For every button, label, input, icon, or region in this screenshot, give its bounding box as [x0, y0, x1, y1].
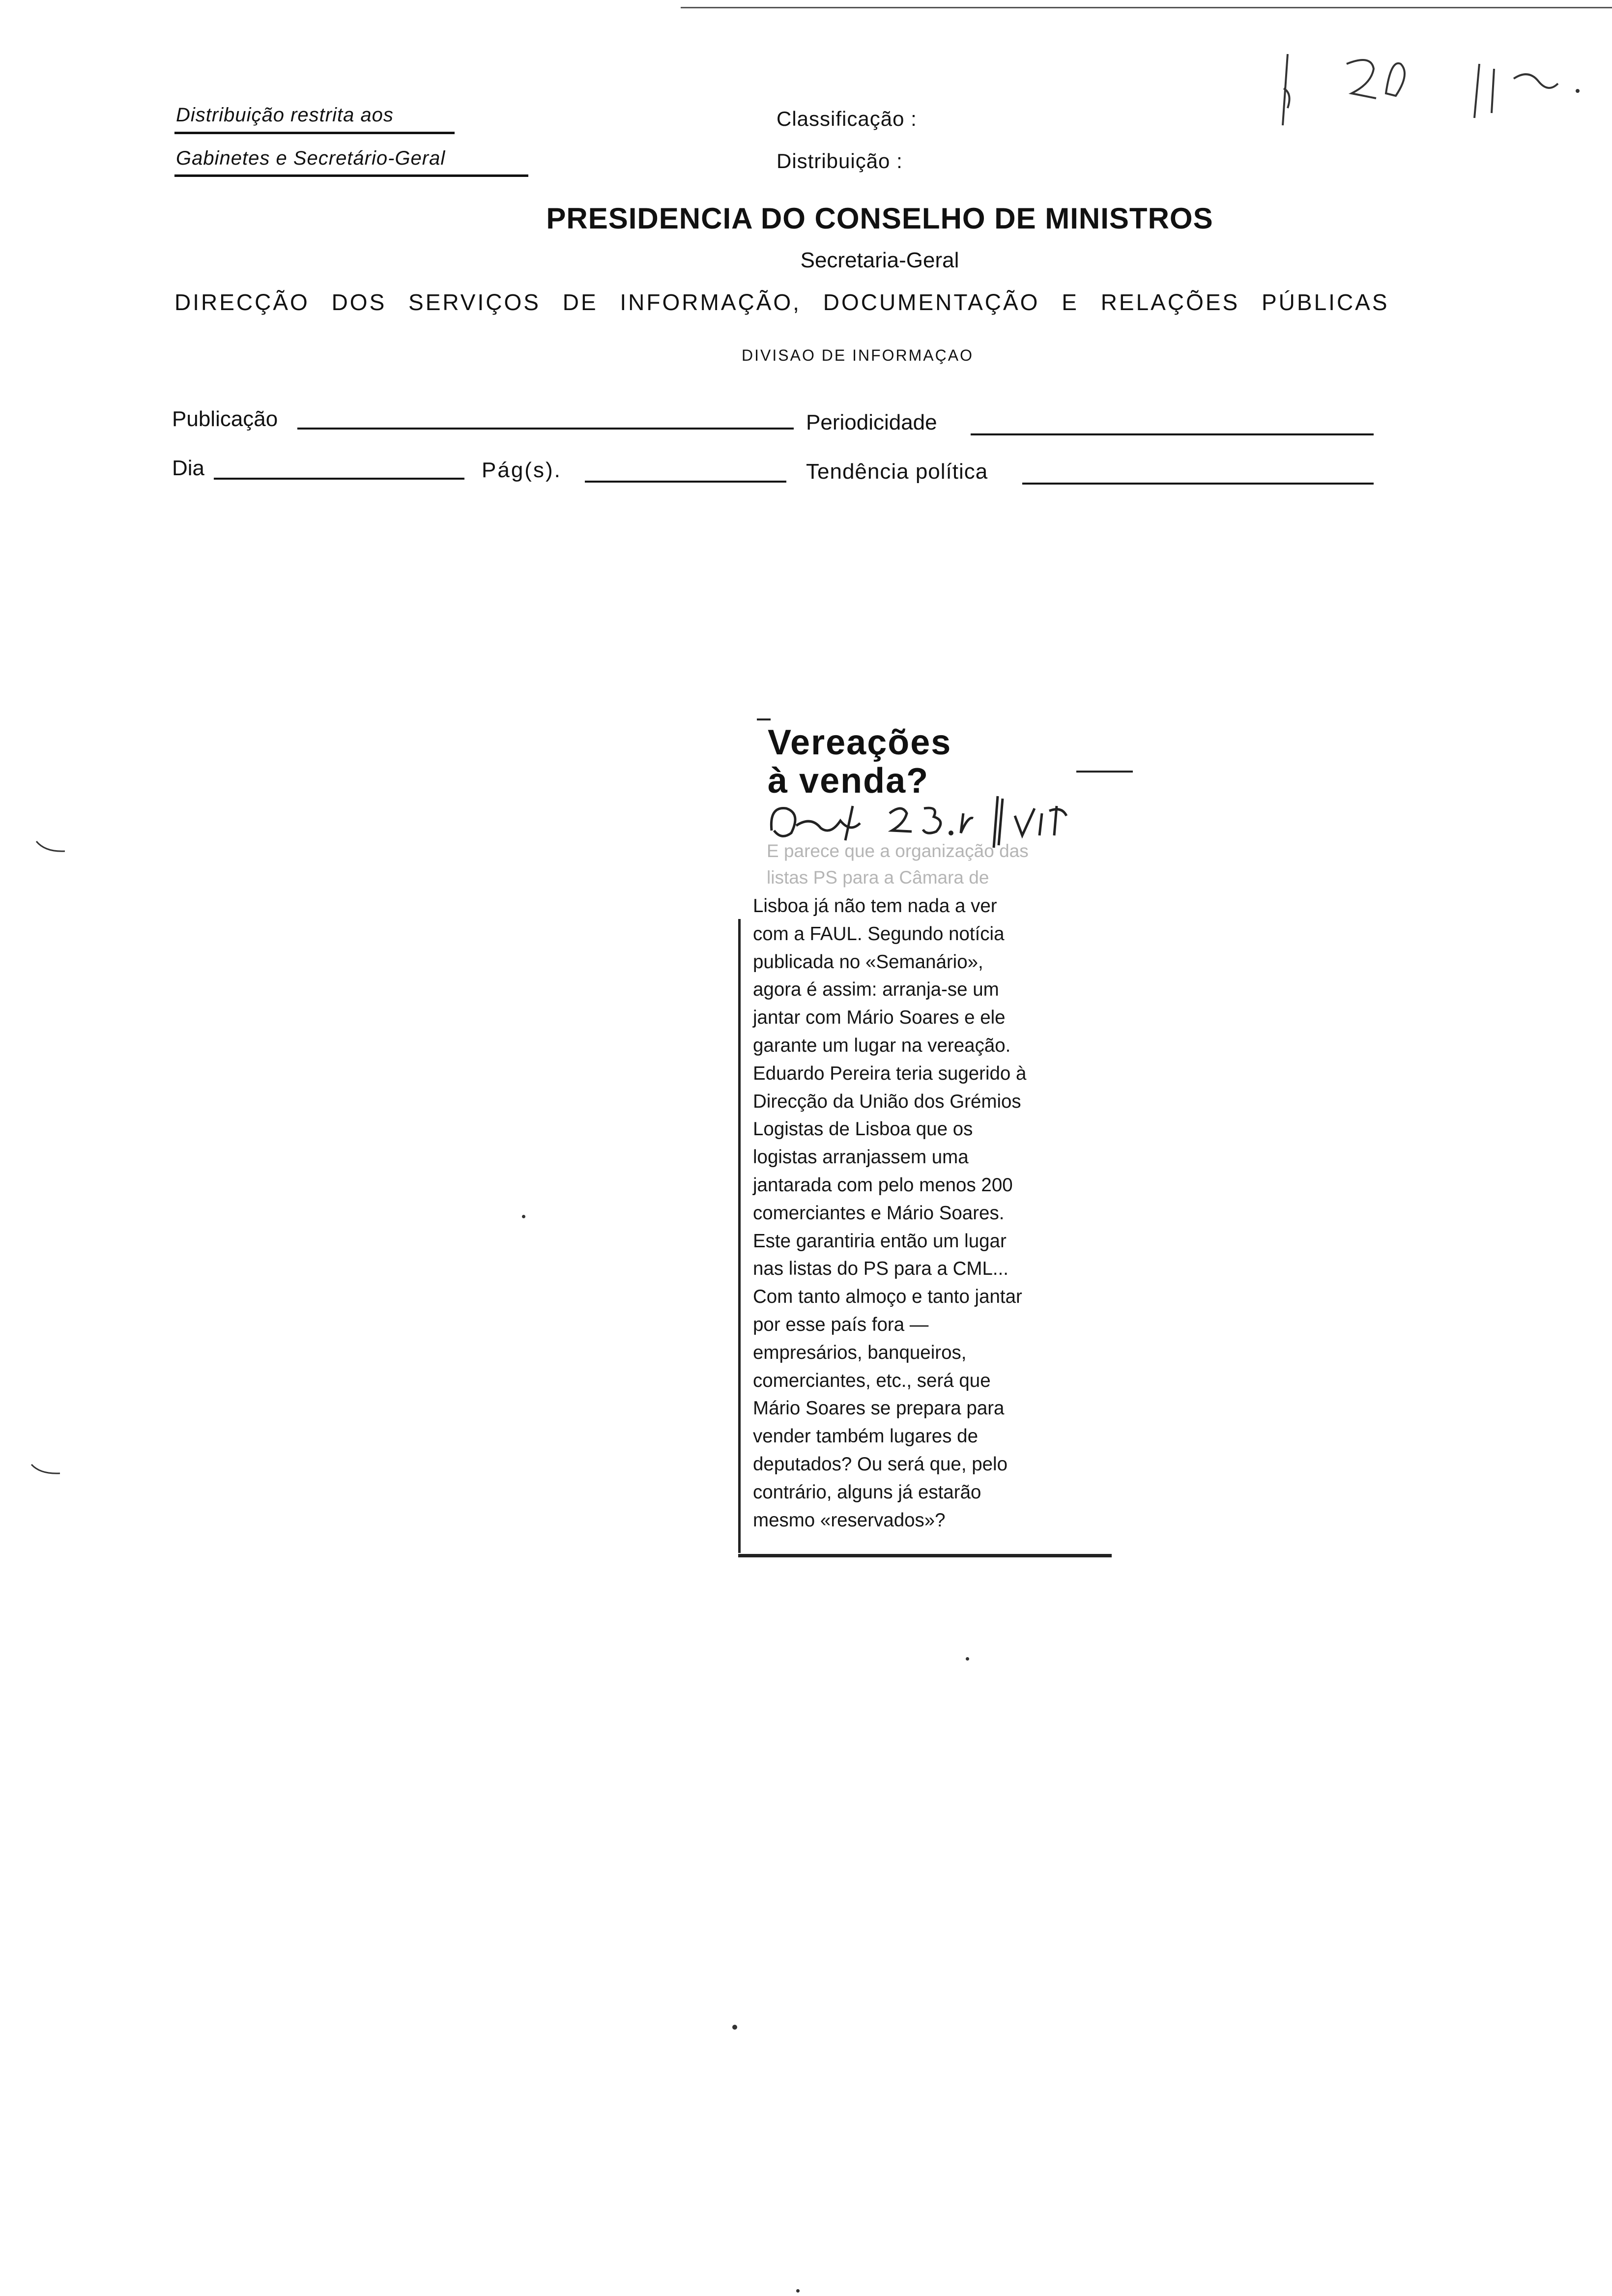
- clipping-body-line: Logistas de Lisboa que os: [753, 1119, 973, 1140]
- clipping-body-line: jantarada com pelo menos 200: [753, 1174, 1013, 1196]
- division-heading: DIVISAO DE INFORMAÇAO: [742, 346, 974, 364]
- clipping-body-line: publicada no «Semanário»,: [753, 951, 983, 973]
- periodicidade-label: Periodicidade: [806, 410, 937, 434]
- handwritten-archive-mark: [1273, 34, 1587, 133]
- document-title: PRESIDENCIA DO CONSELHO DE MINISTROS: [546, 202, 1213, 235]
- tendencia-field-line: [1022, 483, 1374, 485]
- distribution-line-1: Distribuição restrita aos: [176, 104, 394, 126]
- document-subtitle: Secretaria-Geral: [800, 248, 959, 272]
- clipping-faded-line: listas PS para a Câmara de: [767, 867, 989, 888]
- clipping-body-line: Mário Soares se prepara para: [753, 1398, 1005, 1419]
- clipping-body-line: com a FAUL. Segundo notícia: [753, 923, 1005, 945]
- clipping-body-line: nas listas do PS para a CML...: [753, 1258, 1008, 1280]
- clipping-headline-line-1: Vereações: [768, 723, 952, 762]
- clipping-body-line: Com tanto almoço e tanto jantar: [753, 1286, 1022, 1308]
- clipping-border-bottom: [738, 1554, 1112, 1557]
- clipping-body: [753, 892, 1126, 1534]
- clipping-body-line: Direcção da União dos Grémios: [753, 1091, 1021, 1112]
- pags-label: Pág(s).: [482, 458, 562, 482]
- distribution-underline-2: [174, 174, 528, 177]
- classificacao-label: Classificação :: [777, 107, 917, 130]
- clipping-body-line: empresários, banqueiros,: [753, 1342, 967, 1363]
- scan-speck: [732, 2025, 737, 2030]
- clipping-body-line: comerciantes, etc., será que: [753, 1370, 991, 1391]
- clipping-body-line: agora é assim: arranja-se um: [753, 979, 999, 1001]
- tendencia-label: Tendência política: [806, 459, 988, 484]
- publicacao-label: Publicação: [172, 407, 278, 431]
- clipping-faded-line: E parece que a organização das: [767, 841, 1029, 861]
- clipping-border-top: [1076, 771, 1133, 773]
- dia-field-line: [214, 478, 464, 480]
- clipping-body-line: por esse país fora —: [753, 1314, 929, 1335]
- clipping-body-line: jantar com Mário Soares e ele: [753, 1007, 1006, 1029]
- clipping-body-line: Lisboa já não tem nada a ver: [753, 895, 997, 917]
- clipping-border-left: [738, 919, 741, 1553]
- dia-label: Dia: [172, 456, 205, 480]
- scan-margin-mark: [35, 839, 67, 854]
- scan-speck: [522, 1215, 525, 1218]
- scan-speck: [796, 2289, 800, 2293]
- clipping-body-line: vender também lugares de: [753, 1426, 978, 1447]
- clipping-dash: [757, 718, 771, 720]
- distribution-line-2: Gabinetes e Secretário-Geral: [176, 147, 446, 169]
- directorate-heading: DIRECÇÃO DOS SERVIÇOS DE INFORMAÇÃO, DOCUMENTAÇÃO E RELAÇÕES PÚBLICAS: [174, 289, 1389, 315]
- clipping-headline-line-2: à venda?: [768, 761, 929, 801]
- top-scan-rule: [681, 7, 1612, 8]
- scan-margin-mark: [30, 1464, 62, 1478]
- distribution-underline-1: [174, 132, 455, 134]
- scan-speck: [966, 1657, 969, 1661]
- clipping-body-line: comerciantes e Mário Soares.: [753, 1202, 1005, 1224]
- clipping-body-line: deputados? Ou será que, pelo: [753, 1453, 1008, 1475]
- clipping-faded-lines: [767, 838, 1140, 891]
- distribuicao-label: Distribuição :: [777, 149, 903, 172]
- clipping-body-line: contrário, alguns já estarão: [753, 1481, 981, 1503]
- clipping-body-line: mesmo «reservados»?: [753, 1509, 946, 1531]
- clipping-body-line: garante um lugar na vereação.: [753, 1034, 1011, 1056]
- pags-field-line: [585, 481, 786, 483]
- periodicidade-field-line: [971, 433, 1374, 435]
- clipping-body-line: Eduardo Pereira teria sugerido à: [753, 1062, 1027, 1084]
- clipping-body-line: logistas arranjassem uma: [753, 1147, 969, 1168]
- publicacao-field-line: [297, 428, 794, 430]
- clipping-body-line: Este garantiria então um lugar: [753, 1230, 1007, 1252]
